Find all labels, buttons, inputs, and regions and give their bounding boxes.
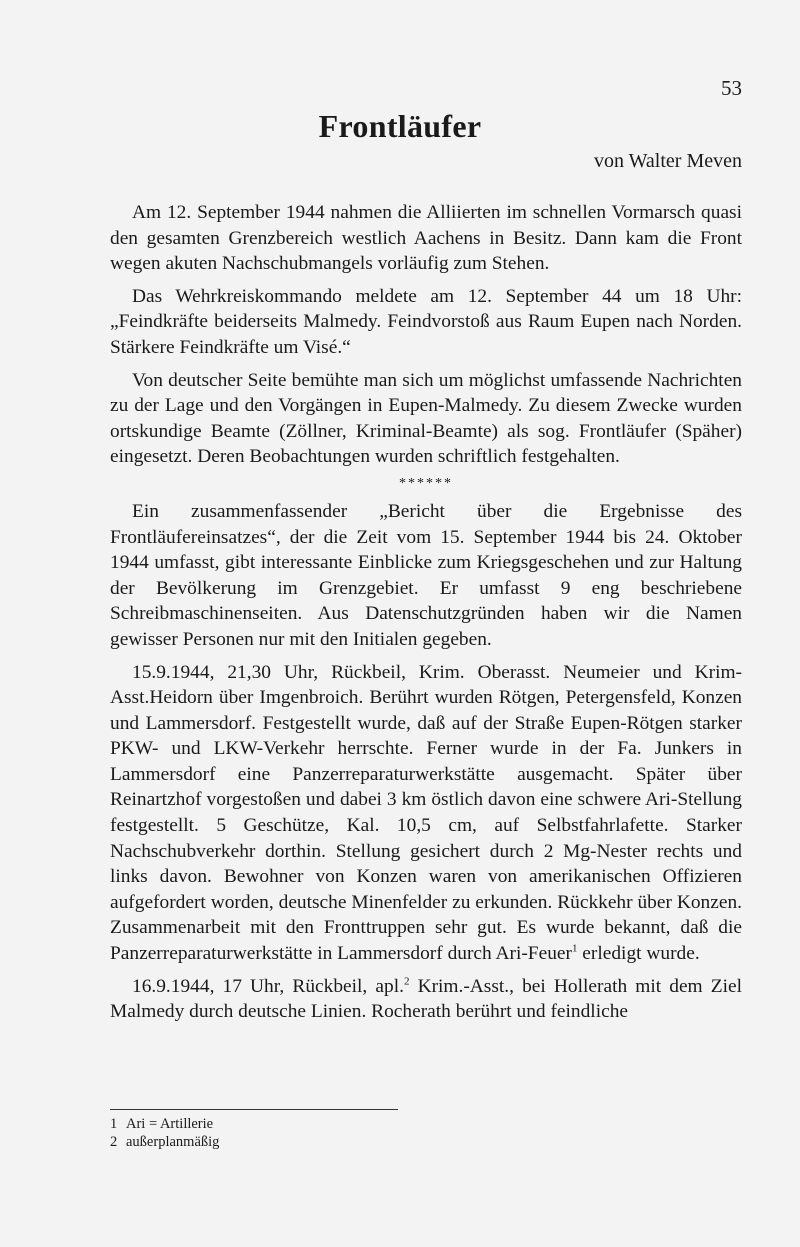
footnote xyxy=(110,1115,219,1133)
page-number: 53 xyxy=(721,76,742,100)
footnote-text: Ari = Artillerie xyxy=(126,1116,214,1132)
footnote-divider xyxy=(110,1109,398,1110)
report-text: 16.9.1944, 17 Uhr, Rückbeil, apl. xyxy=(132,975,404,997)
paragraph: Am 12. September 1944 nahmen die Alliierten im schnellen Vormarsch quasi den gesamten Grenzbereich westlich Aachens in Besitz. Dann kam die Front wegen akuten Nachschubmangels vorläufig zum Stehen. xyxy=(110,202,742,275)
footnote xyxy=(110,1133,219,1151)
report-entry xyxy=(110,974,742,1025)
footnotes xyxy=(110,1115,219,1151)
footnote-ref: 2 xyxy=(403,975,410,988)
body-text xyxy=(110,200,742,1032)
report-entry xyxy=(110,660,742,967)
footnote-number: 2 xyxy=(110,1134,118,1150)
paragraph: Von deutscher Seite bemühte man sich um möglichst umfassende Nachrichten zu der Lage und den Vorgängen in Eupen-Malmedy. Zu diesem Zwecke wurden ortskundige Beamte (Zöllner, Kriminal-Beamte) als sog. Frontläufer (Späher) eingesetzt. Deren Beobachtungen wurden schriftlich festgehalten. xyxy=(110,369,742,468)
paragraph: Das Wehrkreiskommando meldete am 12. September 44 um 18 Uhr: „Feindkräfte beiderseits Malmedy. Feindvorstoß aus Raum Eupen nach Norden. Stärkere Feindkräfte um Visé.“ xyxy=(110,285,742,358)
paragraph: Ein zusammenfassender „Bericht über die Ergebnisse des Frontläufereinsatzes“, der die Zeit vom 15. September 1944 bis 24. Oktober 1944 umfasst, gibt interessante Einblicke zum Kriegsgeschehen und zur Haltung der Bevölkerung im Grenzgebiet. Er umfasst 9 eng beschriebene Schreibmaschinenseiten. Aus Datenschutzgründen haben wir die Namen gewisser Personen nur mit den Initialen gegeben. xyxy=(110,500,742,650)
author-line: von Walter Meven xyxy=(594,150,742,172)
report-text-tail: Krim.-Asst., bei Hollerath mit dem Ziel Malmedy durch deutsche Linien. Rocherath berührt und feindliche xyxy=(110,975,742,1023)
footnote-ref: 1 xyxy=(571,942,578,955)
report-text-tail: erledigt wurde. xyxy=(577,943,700,965)
section-separator: ****** xyxy=(399,475,453,491)
footnote-text: außerplanmäßig xyxy=(126,1134,220,1150)
page-title: Frontläufer xyxy=(318,108,482,144)
report-text: 15.9.1944, 21,30 Uhr, Rückbeil, Krim. Oberasst. Neumeier und Krim-Asst.Heidorn über Imgenbroich. Berührt wurden Rötgen, Petergensfeld, Konzen und Lammersdorf. Festgestellt wurde, daß auf der Straße Eupen-Rötgen starker PKW- und LKW-Verkehr herrschte. Ferner wurde in der Fa. Junkers in Lammersdorf eine Panzerreparaturwerkstätte ausgemacht. Später über Reinartzhof vorgestoßen und dabei 3 km östlich davon eine schwere Ari-Stellung festgestellt. 5 Geschütze, Kal. 10,5 cm, auf Selbstfahrlafette. Starker Nachschubverkehr dorthin. Stellung gesichert durch 2 Mg-Nester rechts und links davon. Bewohner von Konzen waren von amerikanischen Offizieren aufgefordert worden, deutsche Minenfelder zu erkunden. Rückkehr über Konzen. Zusammenarbeit mit den Fronttruppen sehr gut. Es wurde bekannt, daß die Panzerreparaturwerkstätte in Lammersdorf durch Ari-Feuer xyxy=(110,661,742,965)
footnote-number: 1 xyxy=(110,1116,118,1132)
